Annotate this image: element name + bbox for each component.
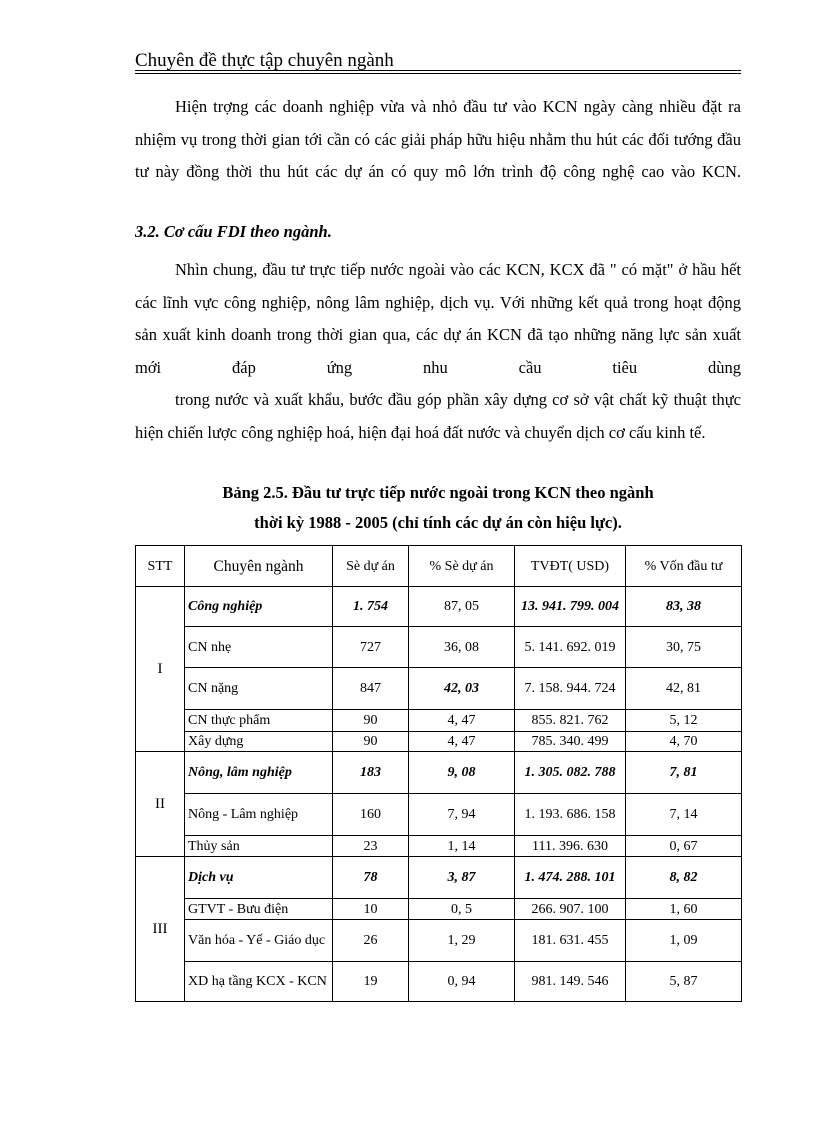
sector-name: CN nhẹ [185,627,333,668]
sector-name: Công nghiệp [185,587,333,627]
sector-name: Thủy sản [185,836,333,857]
pct-capital-cell: 4, 70 [626,732,742,752]
pct-projects-cell: 1, 29 [409,920,515,962]
header-rule-top [135,70,741,71]
pct-capital-cell: 30, 75 [626,627,742,668]
page-header-title: Chuyên đề thực tập chuyên ngành [135,50,394,71]
projects-cell: 23 [333,836,409,857]
pct-projects-cell: 0, 94 [409,962,515,1002]
sector-name: XD hạ tầng KCX - KCN [185,962,333,1002]
group-number: II [136,752,185,857]
pct-projects-cell: 36, 08 [409,627,515,668]
table-row [136,794,742,836]
pct-projects-cell: 9, 08 [409,752,515,794]
capital-cell: 111. 396. 630 [515,836,626,857]
capital-cell: 981. 149. 546 [515,962,626,1002]
table-row-group-total [136,752,742,794]
capital-cell: 855. 821. 762 [515,710,626,732]
section-heading: 3.2. Cơ cấu FDI theo ngành. [135,222,332,241]
pct-capital-cell: 42, 81 [626,668,742,710]
capital-cell: 1. 193. 686. 158 [515,794,626,836]
table-row-group-total [136,857,742,899]
header-stt: STT [136,546,185,587]
projects-cell: 1. 754 [333,587,409,627]
paragraph-fdi-contribution: trong nước và xuất khẩu, bước đầu góp phần xây dựng cơ sở vật chất kỹ thuật thực hiện chiến lược công nghiệp hoá, hiện đại hoá đất nước và chuyển dịch cơ cấu kinh tế. [135,390,741,442]
table-row [136,668,742,710]
paragraph-sme-investment: Hiện trợng các doanh nghiệp vừa và nhỏ đầu tư vào KCN ngày càng nhiều đặt ra nhiệm vụ trong thời gian tới cần có các giải pháp hữu hiệu nhằm thu hút các đối tướng đầu tư này đồng thời thu hút các dự án có quy mô lớn trình độ công nghệ cao vào KCN. [135,97,741,181]
table-row [136,710,742,732]
table-row [136,920,742,962]
projects-cell: 19 [333,962,409,1002]
table-row-group-total [136,587,742,627]
group-number: I [136,587,185,752]
sector-name: Nông - Lâm nghiệp [185,794,333,836]
capital-cell: 266. 907. 100 [515,899,626,920]
pct-projects-cell: 4, 47 [409,732,515,752]
capital-cell: 13. 941. 799. 004 [515,587,626,627]
projects-cell: 160 [333,794,409,836]
capital-cell: 7. 158. 944. 724 [515,668,626,710]
pct-capital-cell: 5, 12 [626,710,742,732]
capital-cell: 1. 474. 288. 101 [515,857,626,899]
table-caption-line-2: thời kỳ 1988 - 2005 (chỉ tính các dự án còn hiệu lực). [254,513,622,532]
sector-name: Xây dựng [185,732,333,752]
sector-name: Nông, lâm nghiệp [185,752,333,794]
projects-cell: 90 [333,732,409,752]
projects-cell: 90 [333,710,409,732]
sector-name: Văn hóa - Yế - Giáo dục [185,920,333,962]
pct-capital-cell: 1, 60 [626,899,742,920]
group-number: III [136,857,185,1002]
pct-projects-cell: 4, 47 [409,710,515,732]
table-row [136,962,742,1002]
pct-capital-cell: 7, 81 [626,752,742,794]
capital-cell: 5. 141. 692. 019 [515,627,626,668]
header-pct-projects: % Sè dự án [409,546,515,587]
pct-projects-cell: 87, 05 [409,587,515,627]
paragraph-fdi-overview: Nhìn chung, đầu tư trực tiếp nước ngoài vào các KCN, KCX đã " có mặt" ở hầu hết các lĩnh vực công nghiệp, nông lâm nghiệp, dịch vụ. Với những kết quả trong hoạt động sản xuất kinh doanh trong thời gian qua, các dự án KCN đã tạo những năng lực sản xuất mới đáp ứng nhu cầu tiêu dùng [135,260,741,377]
pct-capital-cell: 1, 09 [626,920,742,962]
table-row [136,627,742,668]
sector-name: CN thực phẩm [185,710,333,732]
capital-cell: 181. 631. 455 [515,920,626,962]
pct-capital-cell: 83, 38 [626,587,742,627]
pct-projects-cell: 3, 87 [409,857,515,899]
capital-cell: 1. 305. 082. 788 [515,752,626,794]
sector-name: GTVT - Bưu điện [185,899,333,920]
pct-projects-cell: 42, 03 [409,668,515,710]
table-row [136,899,742,920]
table-header-row [136,546,742,587]
header-sector: Chuyên ngành [185,546,333,587]
table-row [136,732,742,752]
pct-projects-cell: 7, 94 [409,794,515,836]
fdi-by-sector-table [135,545,742,1002]
projects-cell: 183 [333,752,409,794]
sector-name: Dịch vụ [185,857,333,899]
projects-cell: 10 [333,899,409,920]
pct-projects-cell: 0, 5 [409,899,515,920]
capital-cell: 785. 340. 499 [515,732,626,752]
header-pct-capital: % Vốn đầu tư [626,546,742,587]
table-caption-line-1: Bảng 2.5. Đầu tư trực tiếp nước ngoài trong KCN theo ngành [222,483,654,502]
table-row [136,836,742,857]
projects-cell: 78 [333,857,409,899]
projects-cell: 847 [333,668,409,710]
header-rule-bottom [135,73,741,74]
header-projects: Sè dự án [333,546,409,587]
projects-cell: 26 [333,920,409,962]
pct-capital-cell: 8, 82 [626,857,742,899]
projects-cell: 727 [333,627,409,668]
sector-name: CN nặng [185,668,333,710]
pct-projects-cell: 1, 14 [409,836,515,857]
header-capital: TVĐT( USD) [515,546,626,587]
pct-capital-cell: 0, 67 [626,836,742,857]
pct-capital-cell: 5, 87 [626,962,742,1002]
pct-capital-cell: 7, 14 [626,794,742,836]
